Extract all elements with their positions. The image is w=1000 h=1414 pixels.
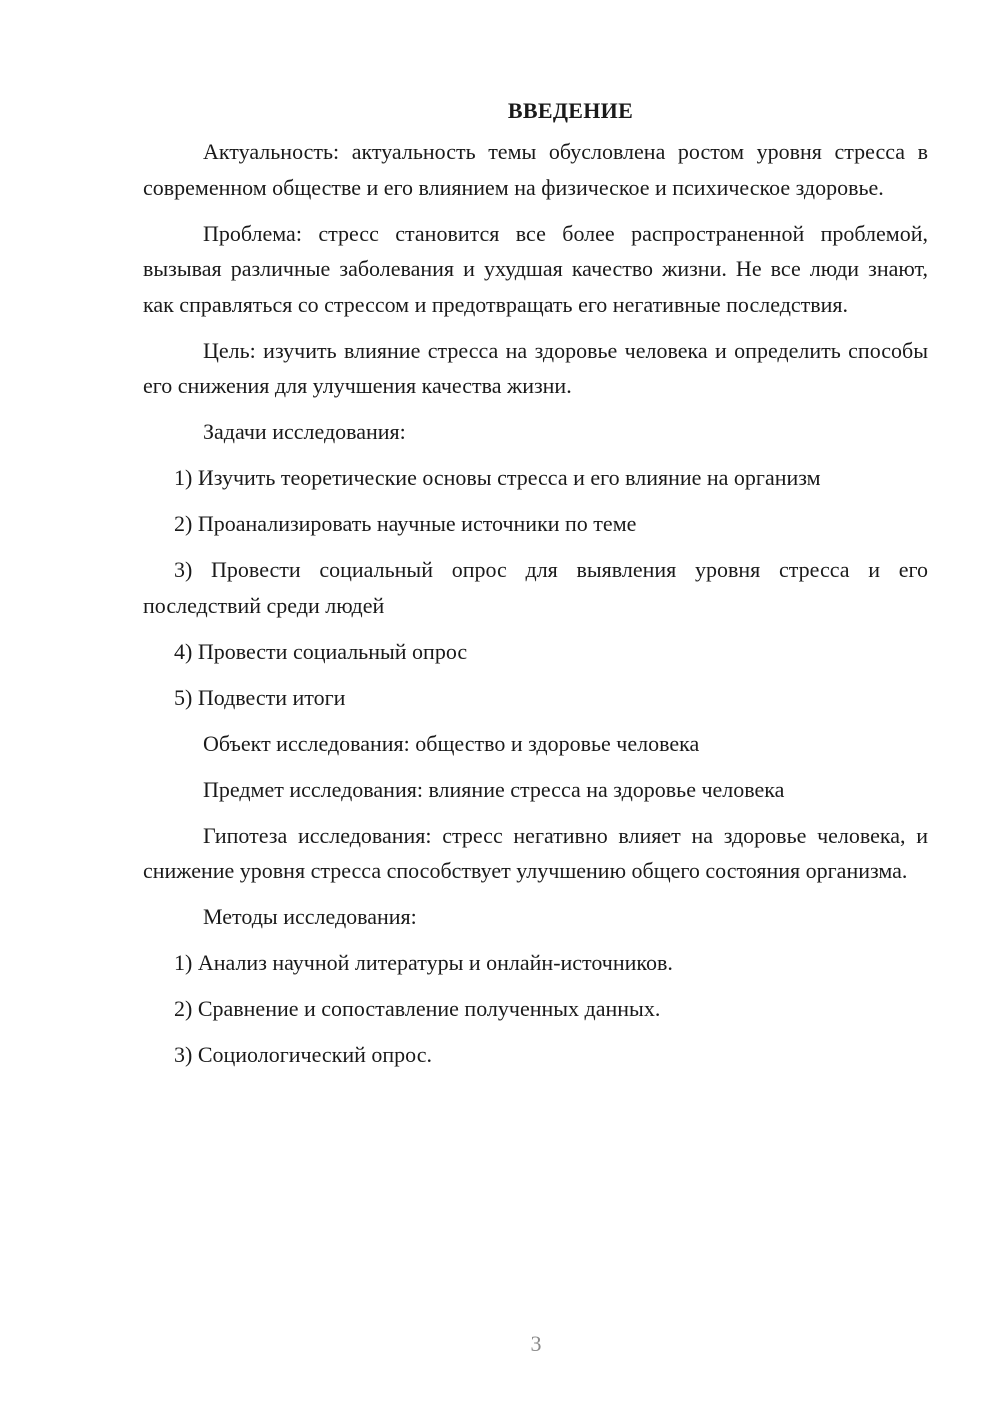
task-item: 1) Изучить теоретические основы стресса и его влияние на организм: [174, 465, 821, 490]
section-title: ВВЕДЕНИЕ: [507, 98, 634, 123]
page-number: 3: [530, 1331, 542, 1356]
subject-paragraph: Предмет исследования: влияние стресса на здоровье человека: [203, 776, 785, 802]
tasks-heading: Задачи исследования:: [203, 419, 406, 444]
problem-paragraph: Проблема: стресс становится все более распространенной проблемой, вызывая различные заболевания и ухудшая качество жизни. Не все люди знают, как справляться со стрессом и предотвращать его негативные последствия.: [143, 220, 928, 317]
method-item: 3) Социологический опрос.: [174, 1042, 432, 1067]
method-item: 1) Анализ научной литературы и онлайн-источников.: [174, 950, 673, 975]
goal-paragraph: Цель: изучить влияние стресса на здоровье человека и определить способы его снижения для улучшения качества жизни.: [143, 337, 928, 398]
hypothesis-paragraph: Гипотеза исследования: стресс негативно влияет на здоровье человека, и снижение уровня стресса способствует улучшению общего состояния организма.: [143, 822, 928, 883]
page-body: [143, 93, 928, 1083]
relevance-paragraph: Актуальность: актуальность темы обусловлена ростом уровня стресса в современном обществе и его влиянием на физическое и психическое здоровье.: [143, 139, 928, 200]
object-paragraph: Объект исследования: общество и здоровье человека: [203, 730, 700, 756]
task-item: 2) Проанализировать научные источники по теме: [174, 511, 637, 536]
task-item: 3) Провести социальный опрос для выявления уровня стресса и его последствий среди людей: [143, 557, 928, 618]
method-item: 2) Сравнение и сопоставление полученных данных.: [174, 996, 661, 1021]
methods-heading: Методы исследования:: [203, 904, 417, 929]
task-item: 5) Подвести итоги: [174, 684, 346, 710]
task-item: 4) Провести социальный опрос: [174, 638, 468, 664]
